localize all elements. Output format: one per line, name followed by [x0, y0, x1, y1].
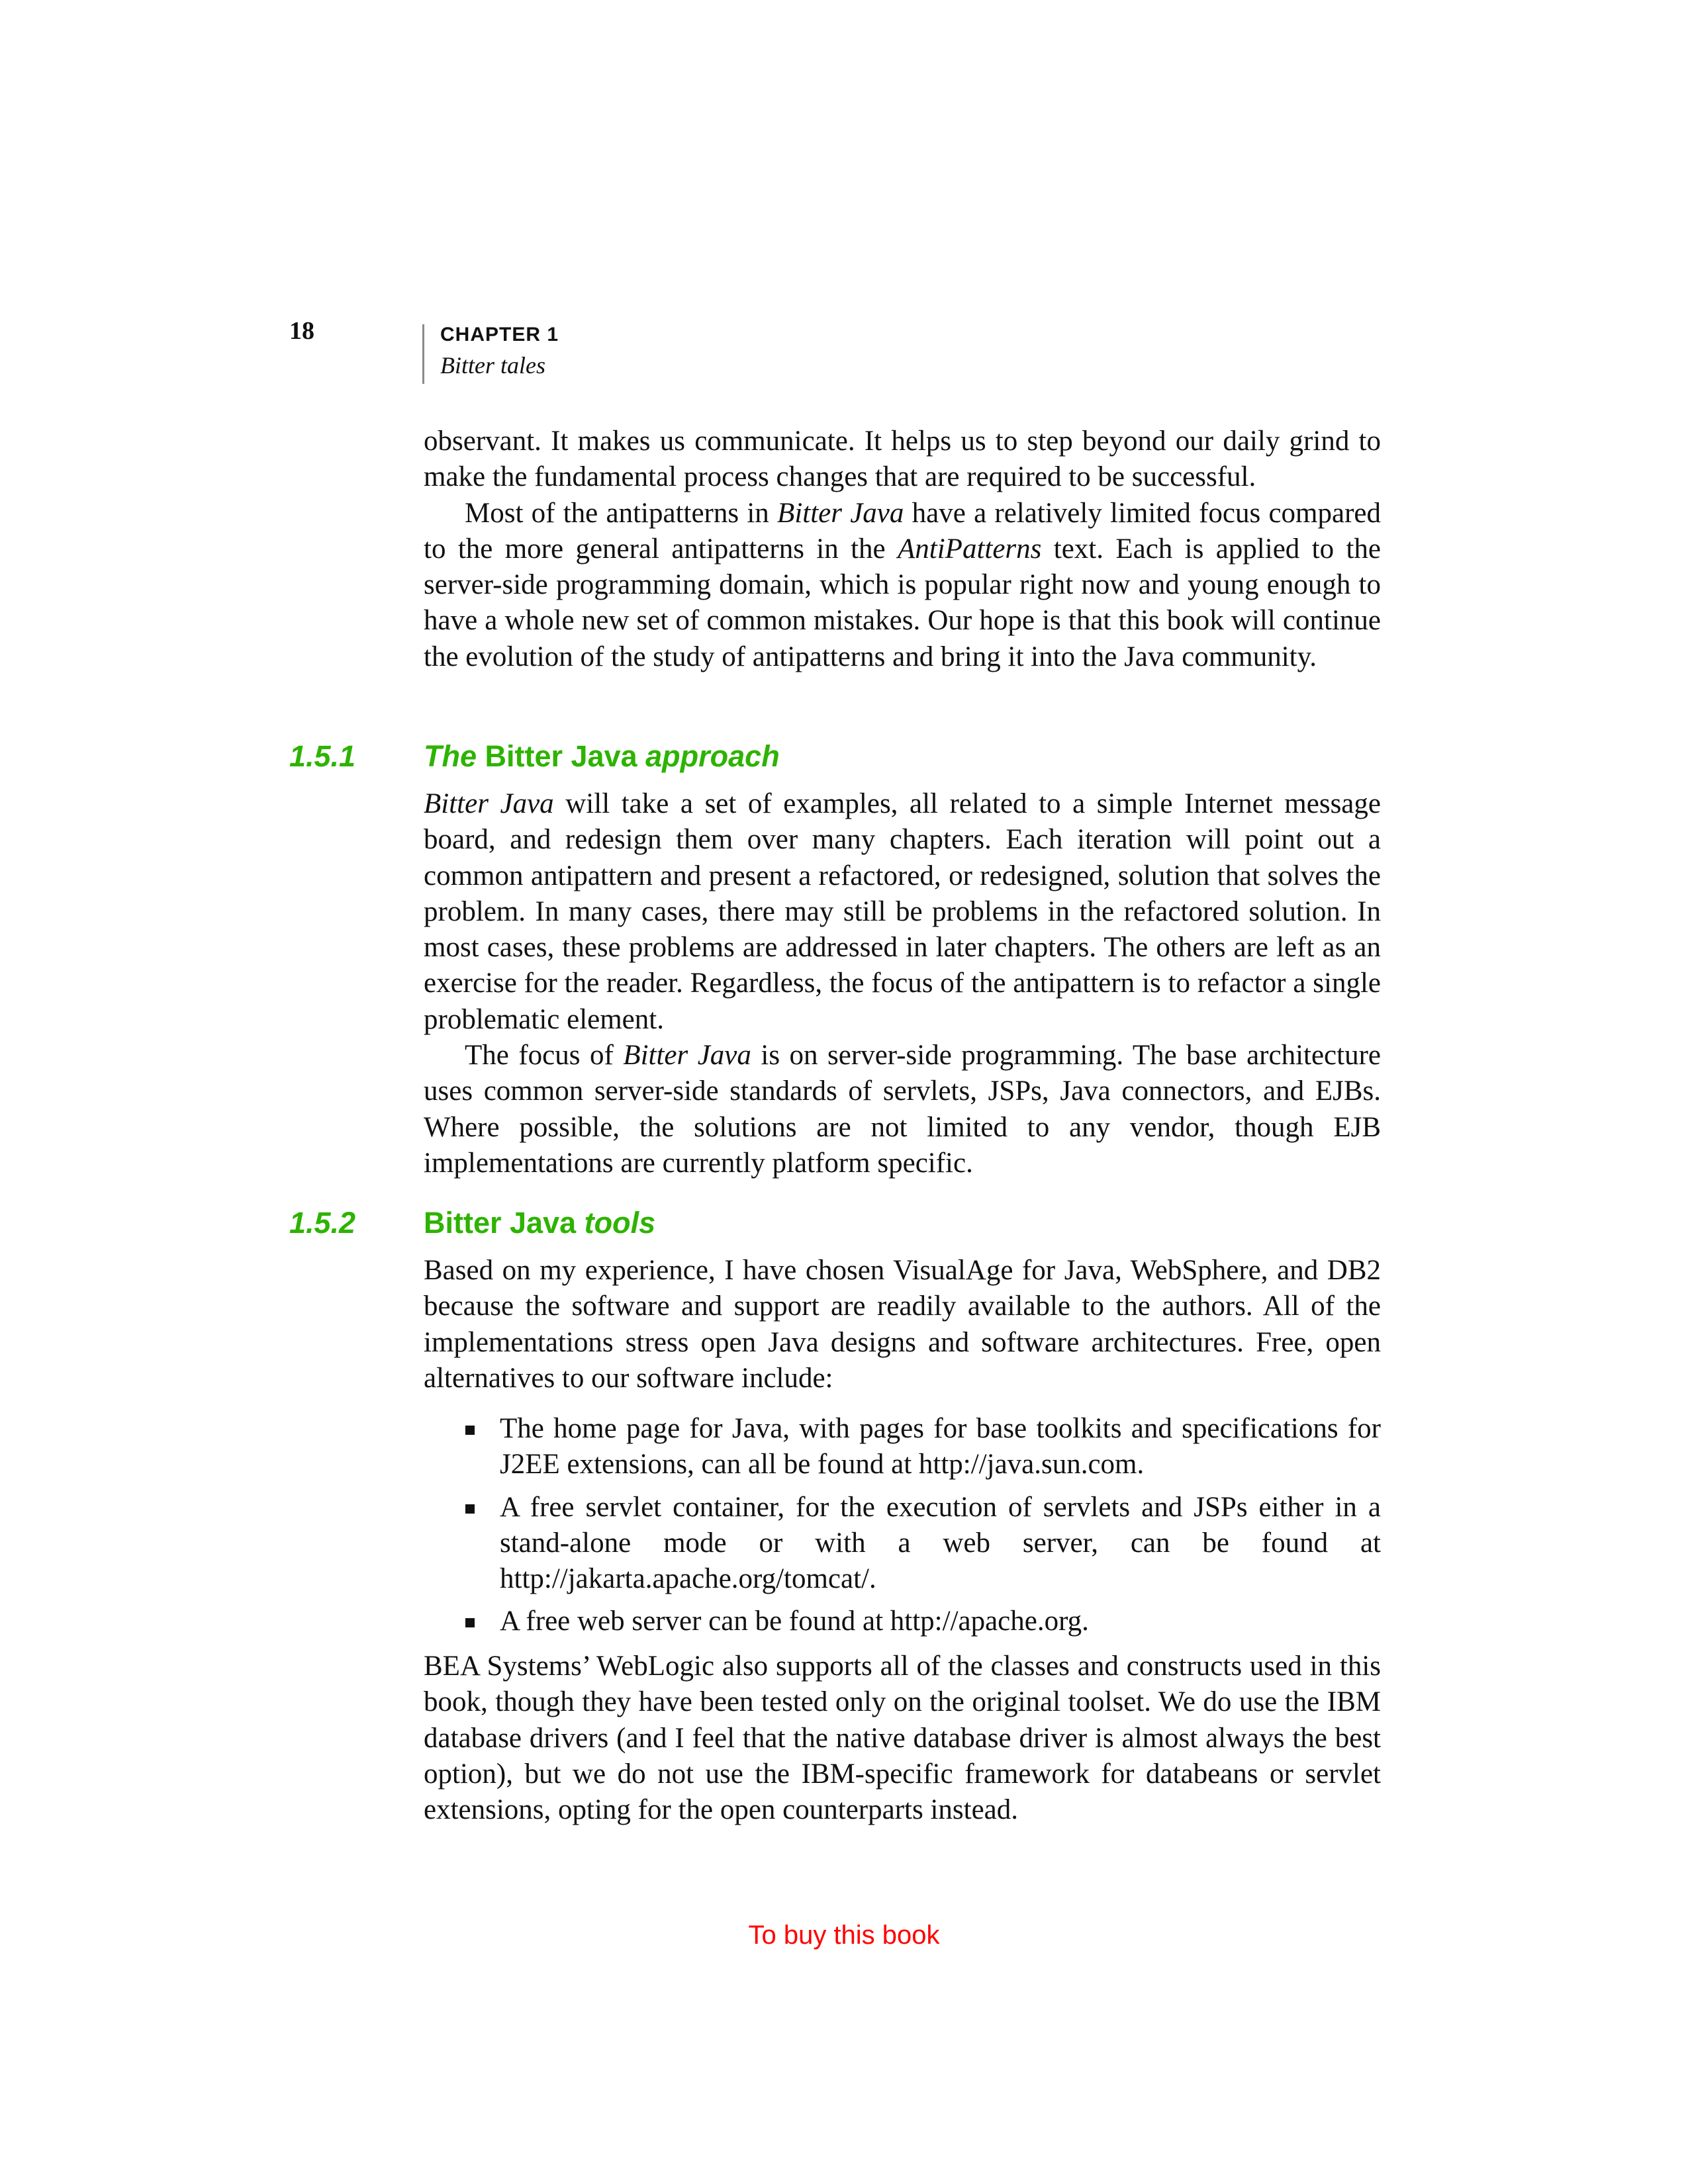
- section-1-number: 1.5.1: [289, 739, 356, 773]
- section-1-p1-book-title: Bitter Java: [424, 788, 554, 819]
- section-2-text: [424, 1253, 1381, 1396]
- section-1-paragraph-1: [424, 786, 1381, 1038]
- list-item: [424, 1411, 1381, 1483]
- list-item: [424, 1604, 1381, 1639]
- section-1-p2-book-title: Bitter Java: [623, 1040, 751, 1071]
- intro-p2-mid: have a relatively limited focus compared to the more general antipatterns in the: [424, 497, 1381, 565]
- section-2-number: 1.5.2: [289, 1206, 356, 1240]
- bullet-icon: [465, 1618, 475, 1627]
- page-number: 18: [289, 317, 314, 345]
- section-2-closing: [424, 1649, 1381, 1828]
- section-1-title: [424, 738, 780, 775]
- section-1-p1-body: will take a set of examples, all related to a simple Internet message board, and redesign them over many chapters. Each iteration will point out a common antipattern and present a refactored, or redesigned, solution that solves the problem. In many cases, there may still be problems in the refactored solution. In most cases, these problems are addressed in later chapters. The others are left as an exercise for the reader. Regardless, the focus of the antipattern is to refactor a single problematic element.: [424, 788, 1381, 1035]
- section-1-title-post: approach: [645, 739, 780, 773]
- bullet-icon: [465, 1426, 475, 1435]
- intro-p2-end: text. Each is applied to the server-side programming domain, which is popular right now and young enough to have a whole new set of common mistakes. Our hope is that this book will continue the evolution of the study of antipatterns and bring it into the Java community.: [424, 533, 1381, 672]
- section-1-text: [424, 786, 1381, 1181]
- list-item-text: A free web server can be found at http://apache.org.: [500, 1606, 1089, 1637]
- list-item: [424, 1490, 1381, 1598]
- chapter-title: Bitter tales: [440, 352, 545, 379]
- header-divider: [422, 324, 424, 384]
- section-2-title-main: Bitter Java: [424, 1206, 585, 1240]
- section-2-title: [424, 1205, 655, 1242]
- bullet-icon: [465, 1504, 475, 1514]
- intro-paragraph-1: observant. It makes us communicate. It helps us to step beyond our daily grind to make the fundamental process changes that are required to be successful.: [424, 426, 1381, 493]
- list-item-text: A free servlet container, for the execution of servlets and JSPs either in a stand-alone mode or with a web server, can be found at http://jakarta.apache.org/tomcat/.: [500, 1491, 1381, 1595]
- intro-text: [424, 424, 1381, 675]
- intro-p2-antipatterns-title: AntiPatterns: [898, 533, 1042, 565]
- section-1-p2-end: is on server-side programming. The base architecture uses common server-side standards of servlets, JSPs, Java connectors, and EJBs. Where possible, the solutions are not limited to any vendor, though EJB implementations are currently platform specific.: [424, 1040, 1381, 1179]
- section-1-p2-start: The focus of: [465, 1040, 624, 1071]
- buy-book-link[interactable]: To buy this book: [748, 1921, 940, 1950]
- section-1-title-pre: The: [424, 739, 477, 773]
- section-2-title-post: tools: [584, 1206, 656, 1240]
- section-2-paragraph-1: Based on my experience, I have chosen VisualAge for Java, WebSphere, and DB2 because the software and support are readily available to the authors. All of the implementations stress open Java designs and software architectures. Free, open alternatives to our software include:: [424, 1255, 1381, 1394]
- tools-list: [424, 1411, 1381, 1647]
- section-1-title-mid: Bitter Java: [477, 739, 646, 773]
- section-2-paragraph-2: BEA Systems’ WebLogic also supports all of the classes and constructs used in this book, though they have been tested only on the original toolset. We do use the IBM database drivers (and I feel that the native database driver is almost always the best option), but we do not use the IBM-specific framework for databeans or servlet extensions, opting for the open counterparts instead.: [424, 1651, 1381, 1826]
- intro-p2-start: Most of the antipatterns in: [465, 497, 778, 529]
- section-1-paragraph-2: [424, 1038, 1381, 1181]
- chapter-label: CHAPTER 1: [440, 324, 559, 345]
- list-item-text: The home page for Java, with pages for base toolkits and specifications for J2EE extensions, can all be found at http://java.sun.com.: [500, 1413, 1381, 1480]
- intro-paragraph-2: [424, 496, 1381, 675]
- intro-p2-book-title: Bitter Java: [777, 497, 904, 529]
